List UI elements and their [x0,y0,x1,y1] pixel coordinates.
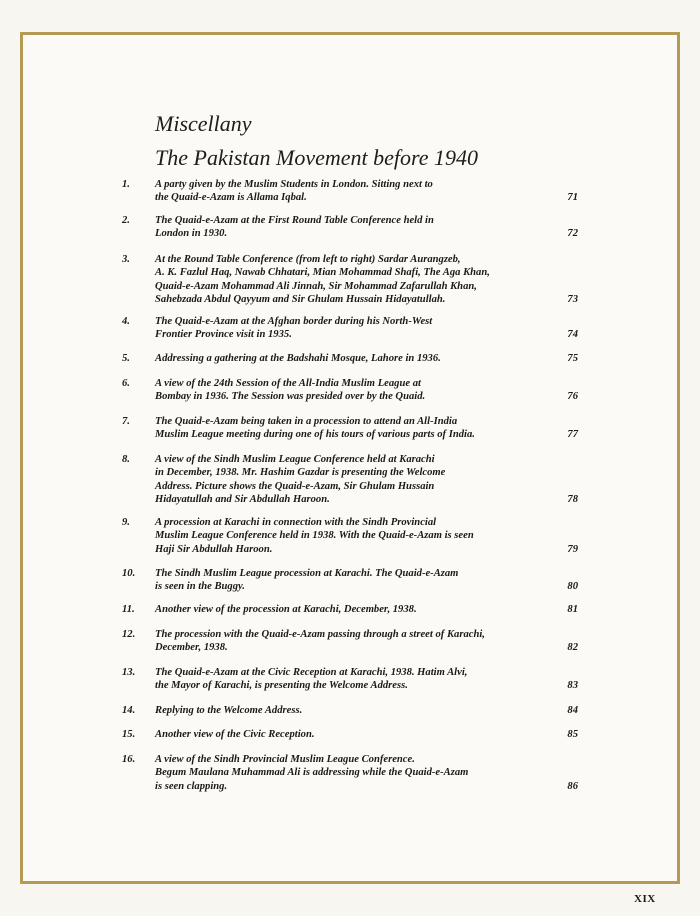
caption-line: The Quaid-e-Azam at the Civic Reception at Karachi, 1938. Hatim Alvi, [155,667,468,678]
entry-page-number: 73 [567,294,578,306]
entry-number: 4. [122,316,130,327]
entry-caption [155,214,515,241]
caption-line: A view of the Sindh Provincial Muslim League Conference. [155,754,415,765]
entry-page-number: 81 [567,604,578,615]
caption-line: Another view of the procession at Karachi, December, 1938. [155,604,417,615]
entry-number: 15. [122,729,136,740]
entry-caption [155,415,515,442]
entry-number: 14. [122,705,136,716]
entry-number: 11. [122,604,135,615]
page-folio: XIX [634,893,656,905]
caption-line: in December, 1938. Mr. Hashim Gazdar is presenting the Welcome [155,467,446,479]
entry-number: 1. [122,179,130,190]
caption-line: Muslim League meeting during one of his tours of various parts of India. [155,429,475,441]
entry-page-number: 85 [567,729,578,740]
entry-page-number: 86 [567,780,578,792]
entry-number: 8. [122,454,130,465]
caption-line: The Sindh Muslim League procession at Karachi. The Quaid-e-Azam [155,568,459,579]
caption-line: A view of the 24th Session of the All-India Muslim League at [155,378,421,389]
entry-page-number: 71 [567,192,578,204]
caption-line: A. K. Fazlul Haq, Nawab Chhatari, Mian Mohammad Shafi, The Aga Khan, [155,267,490,279]
caption-line: is seen clapping. [155,780,228,792]
entry-page-number: 84 [567,705,578,716]
entry-page-number: 77 [567,429,578,441]
entry-caption [155,516,515,556]
entry-number: 13. [122,667,136,678]
caption-line: A party given by the Muslim Students in London. Sitting next to [155,179,433,190]
caption-line: The procession with the Quaid-e-Azam passing through a street of Karachi, [155,629,485,640]
section-subtitle: The Pakistan Movement before 1940 [155,145,478,170]
caption-line: Addressing a gathering at the Badshahi Mosque, Lahore in 1936. [155,353,441,364]
entry-page-number: 79 [567,543,578,555]
entry-caption [155,567,515,594]
entry-number: 7. [122,416,130,427]
caption-line: Quaid-e-Azam Mohammad Ali Jinnah, Sir Mohammad Zafarullah Khan, [155,280,477,292]
entry-page-number: 78 [567,494,578,506]
entry-number: 3. [122,254,130,265]
entry-caption [155,253,515,307]
entry-caption [155,178,515,205]
entry-number: 9. [122,517,130,528]
caption-line: Frontier Province visit in 1935. [155,329,292,341]
caption-line: London in 1930. [155,228,228,240]
entry-caption [155,628,515,655]
entry-number: 16. [122,754,136,765]
caption-line: Muslim League Conference held in 1938. With the Quaid-e-Azam is seen [155,530,474,542]
caption-line: The Quaid-e-Azam at the First Round Table Conference held in [155,215,434,226]
entry-number: 2. [122,215,130,226]
caption-line: is seen in the Buggy. [155,581,245,593]
caption-line: A procession at Karachi in connection with the Sindh Provincial [155,517,437,528]
entry-caption [155,753,515,793]
caption-line: Replying to the Welcome Address. [155,705,303,716]
caption-line: Address. Picture shows the Quaid-e-Azam, Sir Ghulam Hussain [155,480,435,492]
entry-number: 12. [122,629,136,640]
entry-page-number: 72 [567,228,578,240]
entry-caption [155,352,515,365]
entry-caption [155,377,515,404]
caption-line: Bombay in 1936. The Session was presided over by the Quaid. [155,391,426,403]
entry-page-number: 75 [567,353,578,364]
entry-number: 6. [122,378,130,389]
caption-line: December, 1938. [155,642,228,654]
section-heading: Miscellany [155,111,252,136]
entry-caption [155,704,515,717]
entry-page-number: 74 [567,329,578,341]
entry-caption [155,728,515,741]
caption-line: The Quaid-e-Azam at the Afghan border during his North-West [155,316,433,327]
entry-caption [155,315,515,342]
entry-caption [155,666,515,693]
caption-line: A view of the Sindh Muslim League Conference held at Karachi [155,454,435,465]
entry-page-number: 82 [567,642,578,654]
entry-page-number: 76 [567,391,578,403]
caption-line: Begum Maulana Muhammad Ali is addressing while the Quaid-e-Azam [155,767,469,779]
entry-number: 10. [122,568,136,579]
caption-line: Haji Sir Abdullah Haroon. [155,543,273,555]
caption-line: Hidayatullah and Sir Abdullah Haroon. [155,494,330,506]
caption-line: The Quaid-e-Azam being taken in a procession to attend an All-India [155,416,458,427]
caption-line: the Quaid-e-Azam is Allama Iqbal. [155,192,307,204]
entry-page-number: 80 [567,581,578,593]
entry-caption [155,453,515,507]
entry-number: 5. [122,353,130,364]
entry-page-number: 83 [567,680,578,692]
caption-line: Sahebzada Abdul Qayyum and Sir Ghulam Hussain Hidayatullah. [155,294,446,306]
caption-line: the Mayor of Karachi, is presenting the Welcome Address. [155,680,408,692]
caption-line: At the Round Table Conference (from left to right) Sardar Aurangzeb, [155,254,461,265]
caption-line: Another view of the Civic Reception. [155,729,315,740]
entry-caption [155,603,515,616]
